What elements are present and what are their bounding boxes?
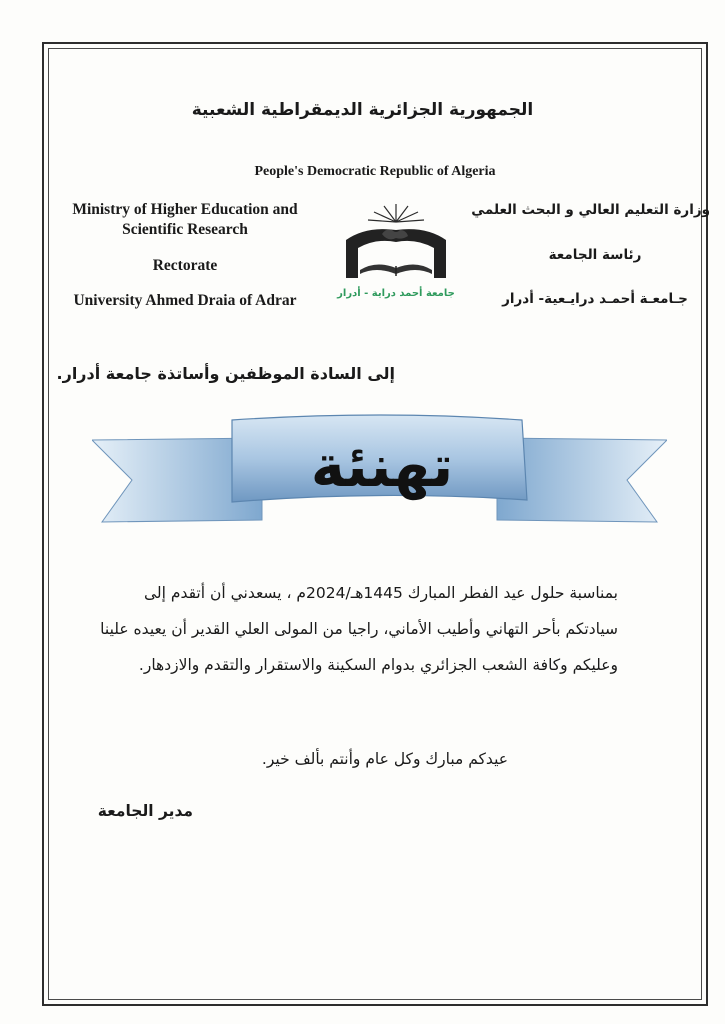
republic-title-arabic: الجمهورية الجزائرية الديمقراطية الشعبية	[191, 100, 534, 120]
republic-title-english: People's Democratic Republic of Algeria	[254, 164, 496, 179]
rectorate-arabic: رئاسة الجامعة	[548, 247, 642, 263]
greeting-body: بمناسبة حلول عيد الفطر المبارك 1445هـ/2024م ، يسعدني أن أتقدم إلى سيادتكم بأحر التهاني وأطيب الأماني، راجيا من المولى العلي القدير أن يعيده علينا وعليكم وكافة الشعب الجزائري بدوام السكينة والاستقرار والتقدم والازدهار.	[100, 584, 618, 674]
logo-caption: جامعة أحمد دراية - أدرار	[337, 288, 455, 299]
ministry-arabic: وزارة التعليم العالي و البحث العلمي	[471, 202, 710, 218]
closing-line: عيدكم مبارك وكل عام وأنتم بألف خير.	[261, 750, 508, 768]
signature-title: مدير الجامعة	[97, 802, 193, 820]
university-arabic: جـامعـة أحمـد درايـعية- أدرار	[502, 291, 688, 307]
ministry-english: Ministry of Higher Education and Scientific Research	[72, 201, 298, 238]
congratulations-banner	[92, 410, 667, 530]
rectorate-english: Rectorate	[152, 257, 218, 274]
university-english: University Ahmed Draia of Adrar	[73, 292, 297, 309]
university-logo-icon	[336, 200, 456, 310]
addressee-line: إلى السادة الموظفين وأساتذة جامعة أدرار.	[56, 364, 395, 383]
banner-title: تهنئة	[310, 432, 454, 500]
